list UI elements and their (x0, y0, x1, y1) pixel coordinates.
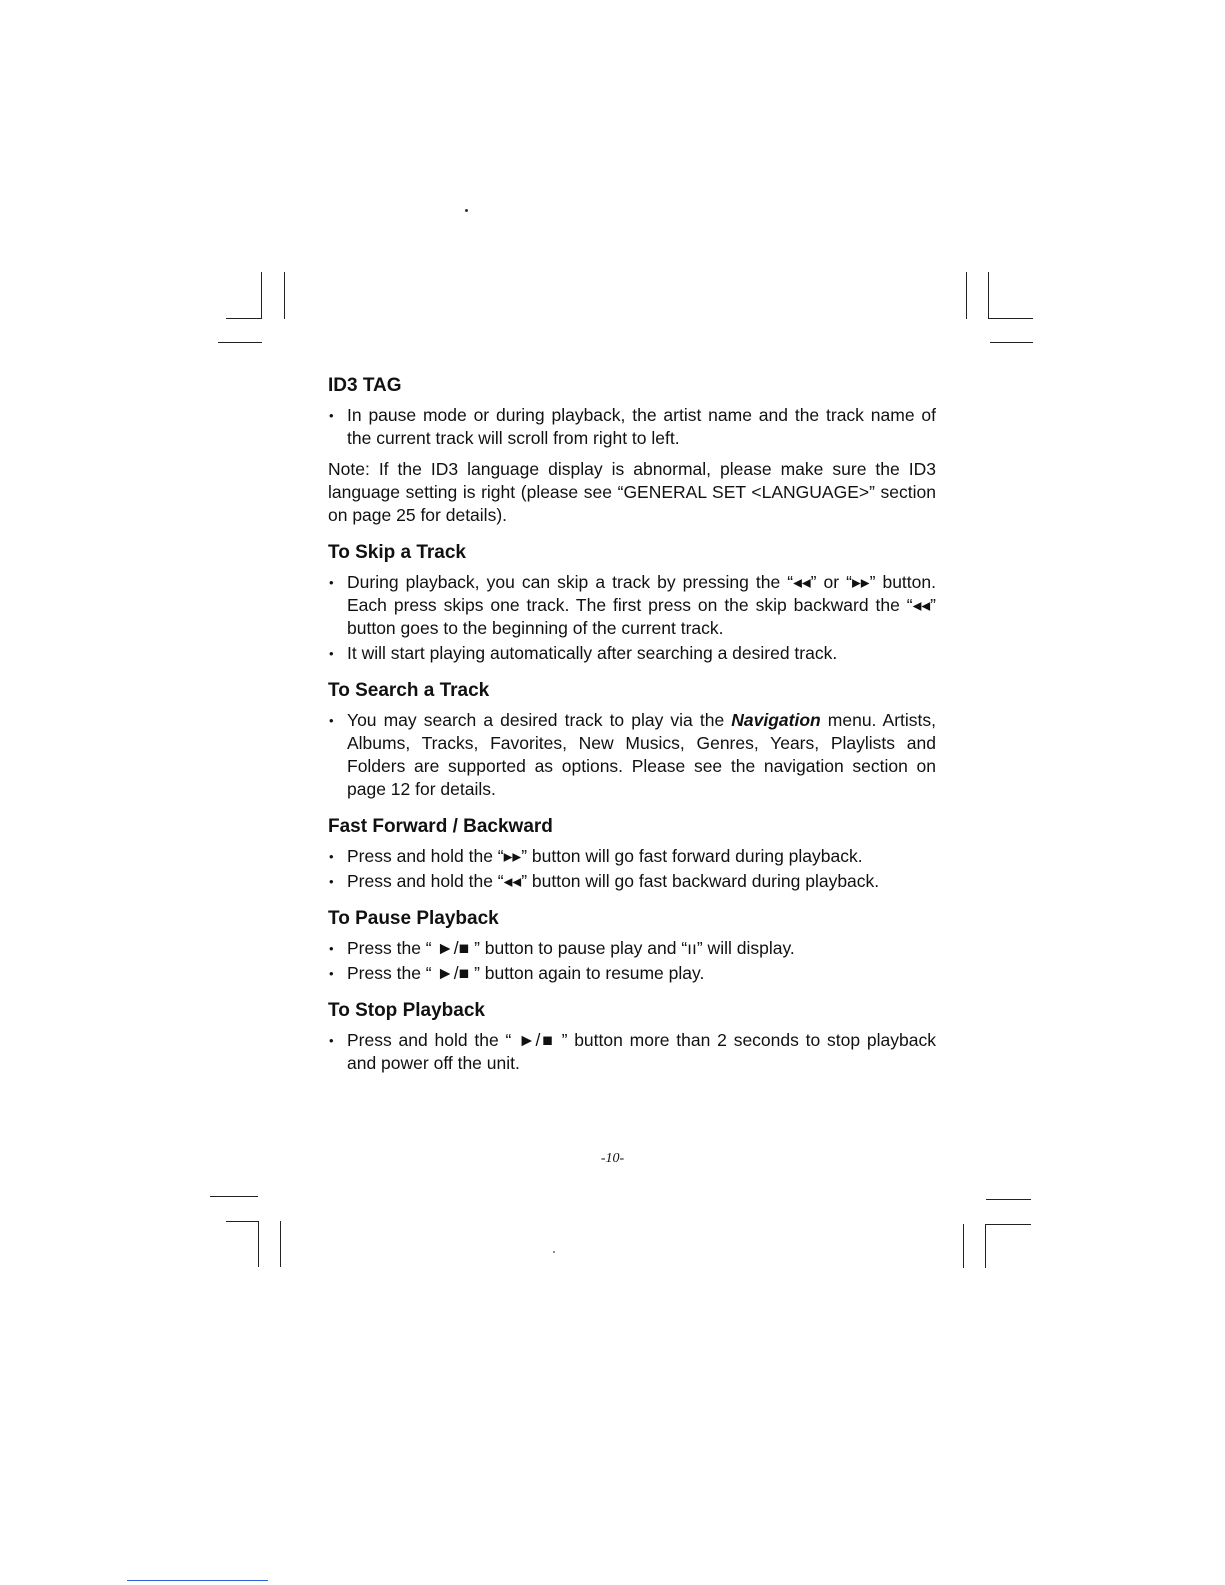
crop-mark-bl-h (210, 1196, 258, 1197)
list-item: • Press and hold the “▸▸” button will go fast forward during playback. (328, 845, 936, 868)
scan-speck (553, 1251, 555, 1253)
crop-mark-bl-v2 (280, 1221, 281, 1267)
section-heading: Fast Forward / Backward (328, 816, 553, 837)
crop-mark-br-h2 (985, 1224, 1031, 1225)
crop-mark-bl-h2 (226, 1221, 259, 1222)
crop-mark-tr-v1 (966, 272, 967, 319)
bullet-list (328, 937, 936, 985)
text-run: menu. Artists, Albums, Tracks, Favorites, New Musics, Genres, Years, Playlists and Folders are supported as options. Please see the navigation section on page 12 for details. (347, 710, 937, 799)
section-heading: To Search a Track (328, 680, 490, 701)
crop-mark-bl-v1 (258, 1221, 259, 1267)
bottom-edge-line (127, 1580, 268, 1581)
crop-mark-tr-h2 (990, 342, 1033, 343)
section-heading: To Pause Playback (328, 908, 499, 929)
list-item (328, 709, 936, 801)
section-pause-playback (328, 907, 936, 985)
crop-mark-tl-h (226, 318, 262, 319)
scan-speck (465, 209, 468, 212)
manual-page-content (328, 374, 936, 1089)
section-search-track (328, 679, 936, 801)
list-item: • In pause mode or during playback, the artist name and the track name of the current track will scroll from right to left. (328, 404, 936, 450)
section-stop-playback (328, 999, 936, 1075)
crop-mark-tl-h2 (218, 342, 262, 343)
bullet-list (328, 571, 936, 665)
bullet-list (328, 404, 936, 450)
section-heading: ID3 TAG (328, 375, 402, 396)
bullet-list (328, 709, 936, 801)
page-number: -10- (600, 1151, 625, 1166)
list-item: • Press and hold the “◂◂” button will go fast backward during playback. (328, 870, 936, 893)
bullet-list (328, 845, 936, 893)
navigation-emphasis: Navigation (731, 710, 821, 730)
text-run: You may search a desired track to play via the (347, 710, 732, 730)
list-item: • Press the “ ►/■ ” button again to resume play. (328, 962, 936, 985)
section-fast-forward-backward (328, 815, 936, 893)
section-heading: To Skip a Track (328, 542, 466, 563)
list-item: • Press and hold the “ ►/■ ” button more than 2 seconds to stop playback and power off the unit. (328, 1029, 936, 1075)
list-item: • Press the “ ►/■ ” button to pause play and “ıı” will display. (328, 937, 936, 960)
section-heading: To Stop Playback (328, 1000, 485, 1021)
list-item: • It will start playing automatically after searching a desired track. (328, 642, 936, 665)
crop-mark-tr-h (988, 318, 1033, 319)
crop-mark-br-v2 (985, 1224, 986, 1268)
crop-mark-tr-v2 (988, 272, 989, 319)
note-text: Note: If the ID3 language display is abnormal, please make sure the ID3 language setting is right (please see “GENERAL SET <LANGUAGE>” section on page 25 for details). (328, 459, 936, 525)
crop-mark-br-v1 (963, 1224, 964, 1268)
crop-mark-tl-v2 (284, 272, 285, 319)
section-skip-track (328, 541, 936, 665)
crop-mark-br-h (986, 1199, 1031, 1200)
bullet-list (328, 1029, 936, 1075)
section-id3-tag (328, 374, 936, 527)
list-item: • During playback, you can skip a track by pressing the “◂◂” or “▸▸” button. Each press skips one track. The first press on the skip backward the “◂◂” button goes to the beginning of the current track. (328, 571, 936, 640)
crop-mark-tl-v1 (261, 272, 262, 319)
